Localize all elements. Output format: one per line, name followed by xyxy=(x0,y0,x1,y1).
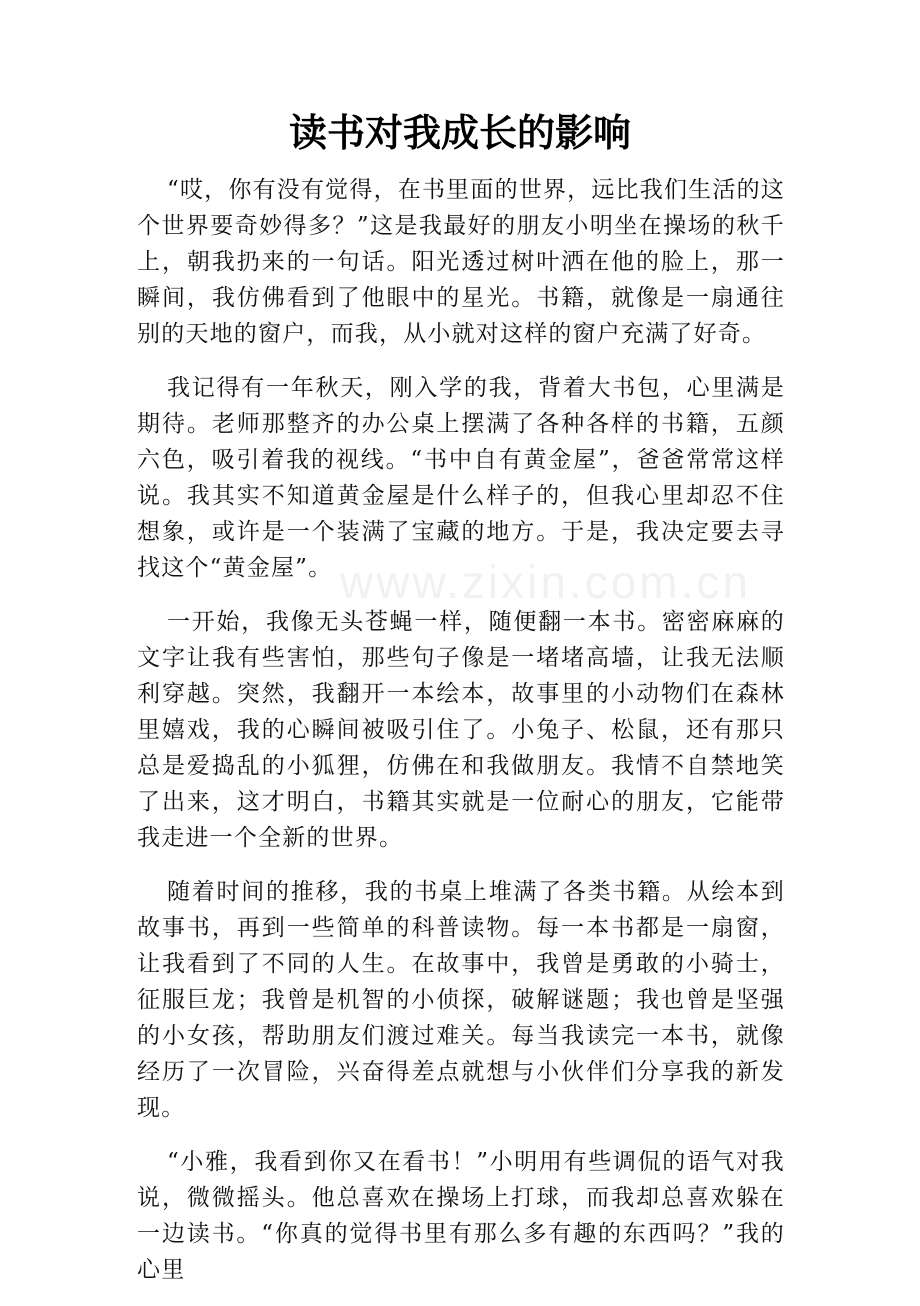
document-title: 读书对我成长的影响 xyxy=(288,111,631,155)
paragraph-1: “哎，你有没有觉得，在书里面的世界，远比我们生活的这个世界要奇妙得多？”这是我最好的朋友小明坐在操场的秋千上，朝我扔来的一句话。阳光透过树叶洒在他的脸上，那一瞬间，我仿佛看到了他眼中的星光。书籍，就像是一扇通往别的天地的窗户，而我，从小就对这样的窗户充满了好奇。 xyxy=(137,177,785,347)
paragraph-5: “小雅，我看到你又在看书！”小明用有些调侃的语气对我说，微微摇头。他总喜欢在操场上打球，而我却总喜欢躲在一边读书。“你真的觉得书里有那么多有趣的东西吗？”我的心里 xyxy=(137,1149,785,1283)
paragraph-2: 我记得有一年秋天，刚入学的我，背着大书包，心里满是期待。老师那整齐的办公桌上摆满了各种各样的书籍，五颜六色，吸引着我的视线。“书中自有黄金屋”，爸爸常常这样说。我其实不知道黄金屋是什么样子的，但我心里却忍不住想象，或许是一个装满了宝藏的地方。于是，我决定要去寻找这个“黄金屋”。 xyxy=(137,375,785,581)
watermark-text: www.zixin.com.cn xyxy=(340,556,751,608)
document-body xyxy=(137,172,785,1306)
paragraph-3: 一开始，我像无头苍蝇一样，随便翻一本书。密密麻麻的文字让我有些害怕，那些句子像是一堵堵高墙，让我无法顺利穿越。突然，我翻开一本绘本，故事里的小动物们在森林里嬉戏，我的心瞬间被吸引住了。小兔子、松鼠，还有那只总是爱捣乱的小狐狸，仿佛在和我做朋友。我情不自禁地笑了出来，这才明白，书籍其实就是一位耐心的朋友，它能带我走进一个全新的世界。 xyxy=(137,609,785,851)
paragraph-4: 随着时间的推移，我的书桌上堆满了各类书籍。从绘本到故事书，再到一些简单的科普读物。每一本书都是一扇窗，让我看到了不同的人生。在故事中，我曾是勇敢的小骑士，征服巨龙；我曾是机智的小侦探，破解谜题；我也曾是坚强的小女孩，帮助朋友们渡过难关。每当我读完一本书，就像经历了一次冒险，兴奋得差点就想与小伙伴们分享我的新发现。 xyxy=(137,879,785,1121)
